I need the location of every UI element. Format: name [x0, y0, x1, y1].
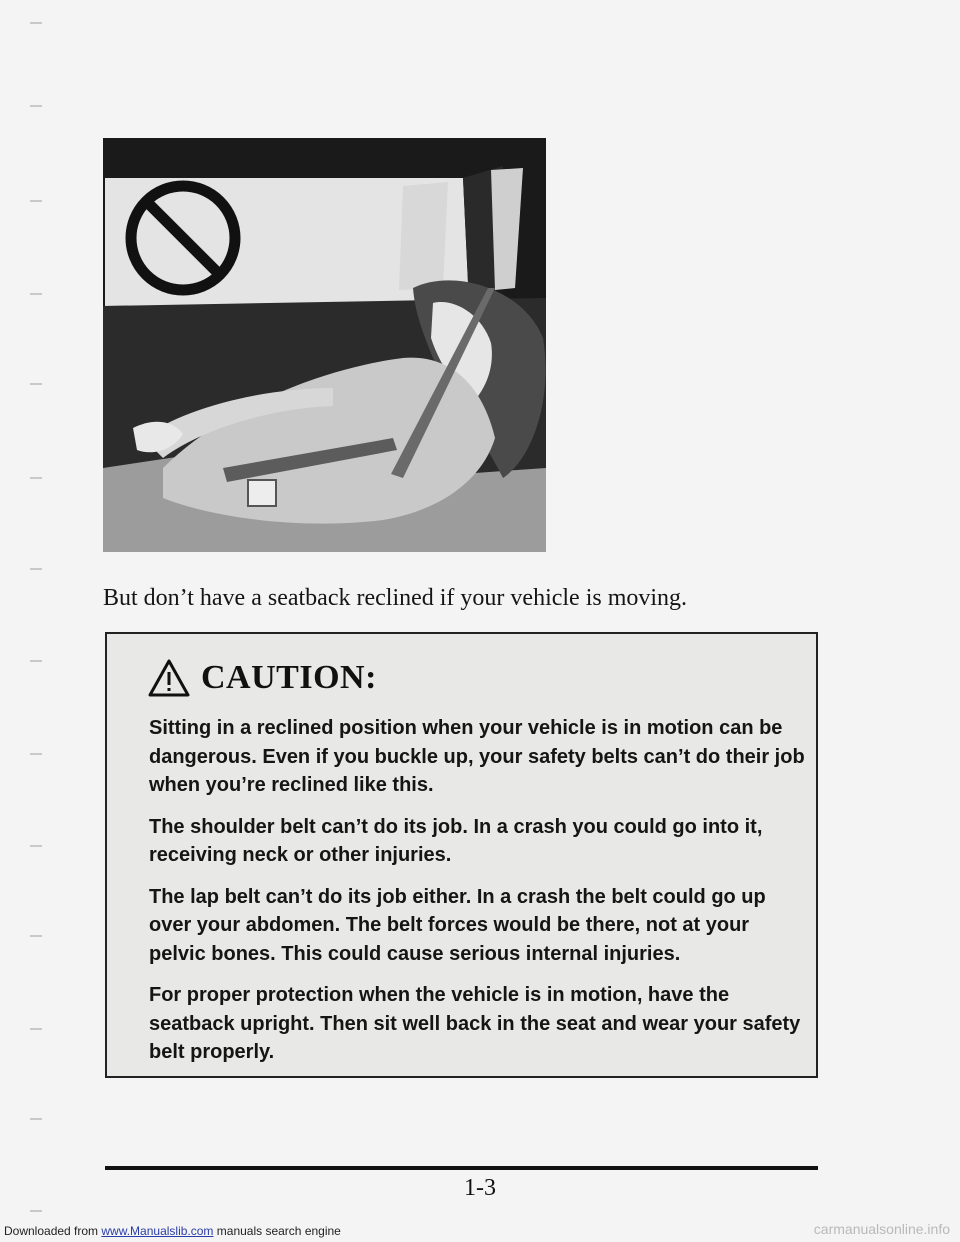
- caution-body: [149, 714, 809, 1080]
- margin-mark: [30, 568, 42, 570]
- warning-triangle-icon: [147, 658, 191, 698]
- margin-mark: [30, 1028, 42, 1030]
- caution-box: [105, 632, 818, 1078]
- margin-mark: [30, 845, 42, 847]
- margin-mark: [30, 293, 42, 295]
- manualslib-link[interactable]: www.Manualslib.com: [101, 1224, 214, 1238]
- caution-paragraph: The shoulder belt can’t do its job. In a crash you could go into it, receiving neck or other injuries.: [149, 815, 763, 866]
- caution-paragraph: Sitting in a reclined position when your vehicle is in motion can be dangerous. Even if you buckle up, your safety belts can’t do their job when you’re reclined like this.: [149, 717, 805, 796]
- margin-mark: [30, 935, 42, 937]
- caution-paragraph: For proper protection when the vehicle is in motion, have the seatback upright. Then sit well back in the seat and wear your safety belt properly.: [149, 984, 801, 1063]
- caution-heading: [147, 656, 377, 700]
- margin-mark: [30, 22, 42, 24]
- reclined-seat-illustration: [103, 138, 546, 552]
- margin-mark: [30, 105, 42, 107]
- download-note: [4, 1224, 341, 1238]
- download-prefix: Downloaded from: [4, 1224, 102, 1238]
- watermark: carmanualsonline.info: [813, 1221, 950, 1237]
- margin-mark: [30, 1118, 42, 1120]
- margin-mark: [30, 660, 42, 662]
- download-suffix: manuals search engine: [213, 1224, 341, 1238]
- caution-paragraph: The lap belt can’t do its job either. In a crash the belt could go up over your abdomen. The belt forces would be there, not at your pelvic bones. This could cause serious internal injuries.: [149, 885, 766, 965]
- margin-mark: [30, 477, 42, 479]
- margin-mark: [30, 383, 42, 385]
- margin-mark: [30, 753, 42, 755]
- page-number: 1-3: [464, 1175, 496, 1201]
- margin-mark: [30, 200, 42, 202]
- footer-rule: [105, 1166, 818, 1170]
- margin-mark: [30, 1210, 42, 1212]
- caution-title: CAUTION:: [201, 659, 377, 696]
- intro-paragraph: But don’t have a seatback reclined if your vehicle is moving.: [103, 585, 688, 611]
